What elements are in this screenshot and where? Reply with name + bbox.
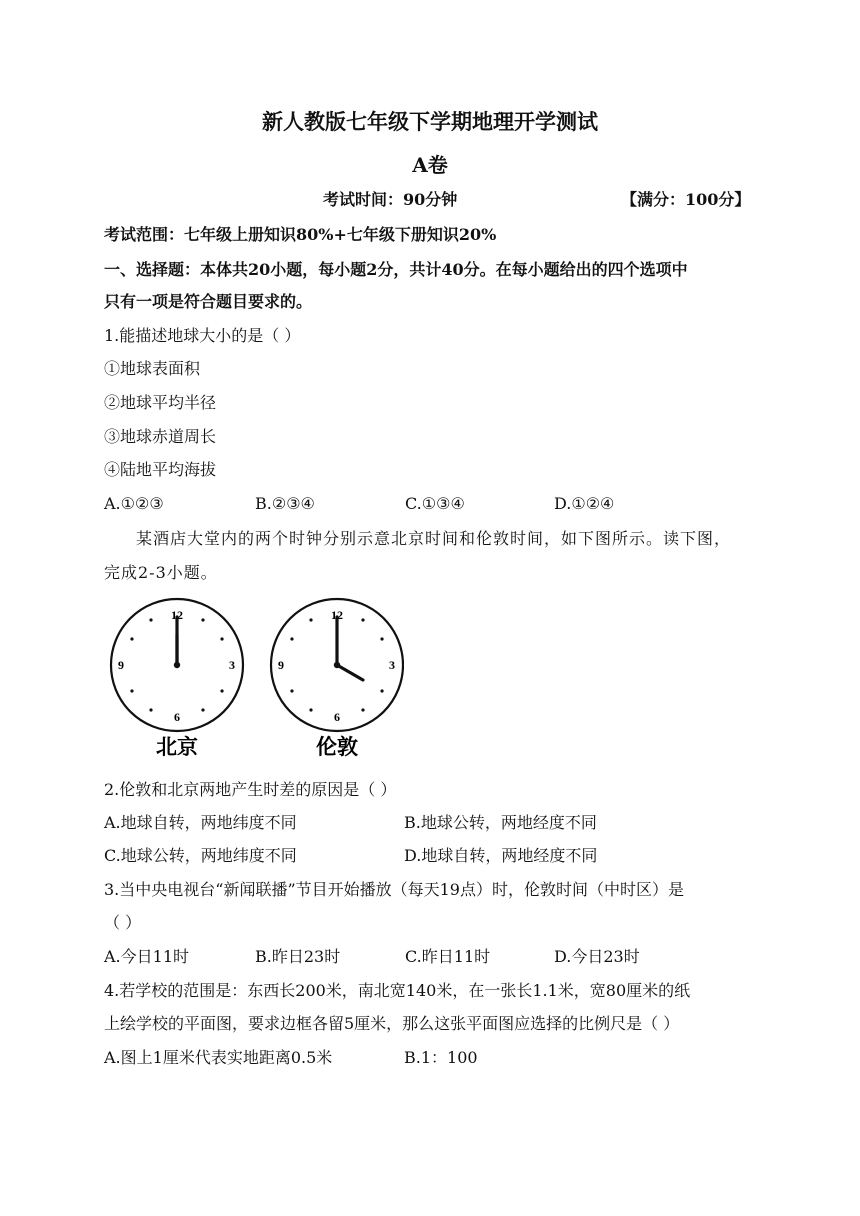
question-1-item: ④陆地平均海拔 [104, 460, 217, 479]
exam-score: 【满分：100分】 [621, 190, 751, 209]
question-3-stem-line2: （ ） [104, 913, 142, 932]
exam-title: 新人教版七年级下学期地理开学测试 [262, 109, 598, 134]
question-2-option-a: A.地球自转，两地纬度不同 [104, 813, 297, 832]
clock-tick-dot [220, 637, 223, 640]
question-2-stem: 2.伦敦和北京两地产生时差的原因是（ ） [104, 780, 397, 799]
clock-tick-dot [201, 618, 204, 621]
clock-tick-dot [130, 637, 133, 640]
clock-beijing [111, 599, 243, 731]
passage-line1: 某酒店大堂内的两个时钟分别示意北京时间和伦敦时间，如下图所示。读下图， [136, 529, 732, 548]
clock-tick-dot [380, 689, 383, 692]
clock-number-3: 3 [229, 657, 235, 672]
clock-number-3: 3 [389, 657, 395, 672]
question-2-option-b: B.地球公转，两地经度不同 [404, 813, 597, 832]
question-1-item: ①地球表面积 [104, 359, 201, 378]
section-heading-line2: 只有一项是符合题目要求的。 [104, 292, 313, 311]
exam-subtitle: A卷 [412, 153, 448, 177]
clock-tick-dot [361, 618, 364, 621]
clock-number-12: 12 [171, 607, 183, 622]
question-3-option-c: C.昨日11时 [405, 947, 491, 966]
clock-number-9: 9 [118, 657, 124, 672]
clock-tick-dot [201, 708, 204, 711]
clock-tick-dot [220, 689, 223, 692]
clock-london [271, 599, 403, 731]
exam-scope: 考试范围：七年级上册知识80%+七年级下册知识20% [104, 225, 497, 244]
clock-number-12: 12 [331, 607, 343, 622]
clock-label-london: 伦敦 [316, 735, 358, 759]
question-3-option-d: D.今日23时 [554, 947, 640, 966]
section-heading-line1: 一、选择题：本体共20小题，每小题2分，共计40分。在每小题给出的四个选项中 [104, 260, 688, 279]
question-1-item: ③地球赤道周长 [104, 427, 217, 446]
question-2-option-c: C.地球公转，两地纬度不同 [104, 846, 297, 865]
clock-tick-dot [130, 689, 133, 692]
clock-tick-dot [380, 637, 383, 640]
clock-figure-svg [104, 596, 404, 766]
clock-tick-dot [309, 708, 312, 711]
clock-number-9: 9 [278, 657, 284, 672]
question-4-option-b: B.1：100 [404, 1048, 478, 1067]
question-1-option-b: B.②③④ [255, 494, 315, 513]
clock-number-6: 6 [334, 709, 340, 724]
clock-center [174, 662, 180, 668]
clock-center [334, 662, 340, 668]
clock-tick-dot [309, 618, 312, 621]
exam-time: 考试时间：90分钟 [323, 190, 458, 209]
question-1-item: ②地球平均半径 [104, 393, 217, 412]
question-3-option-a: A.今日11时 [104, 947, 190, 966]
question-4-stem-line2: 上绘学校的平面图，要求边框各留5厘米，那么这张平面图应选择的比例尺是（ ） [104, 1014, 680, 1033]
clock-tick-dot [149, 618, 152, 621]
clock-number-6: 6 [174, 709, 180, 724]
question-2-option-d: D.地球自转，两地经度不同 [404, 846, 598, 865]
question-3-stem-line1: 3.当中央电视台“新闻联播”节目开始播放（每天19点）时，伦敦时间（中时区）是 [104, 880, 684, 899]
clock-figure [104, 596, 404, 766]
question-1-option-d: D.①②④ [554, 494, 615, 513]
clock-tick-dot [290, 689, 293, 692]
question-1-option-c: C.①③④ [405, 494, 465, 513]
question-4-stem-line1: 4.若学校的范围是：东西长200米，南北宽140米，在一张长1.1米，宽80厘米的纸 [104, 981, 691, 1000]
clock-tick-dot [361, 708, 364, 711]
clock-tick-dot [149, 708, 152, 711]
clock-label-beijing: 北京 [156, 735, 198, 759]
question-1-option-a: A.①②③ [104, 494, 164, 513]
passage-line2: 完成2-3小题。 [104, 563, 218, 582]
clock-tick-dot [290, 637, 293, 640]
question-1-stem: 1.能描述地球大小的是（ ） [104, 326, 301, 345]
question-3-option-b: B.昨日23时 [255, 947, 341, 966]
question-4-option-a: A.图上1厘米代表实地距离0.5米 [104, 1048, 333, 1067]
